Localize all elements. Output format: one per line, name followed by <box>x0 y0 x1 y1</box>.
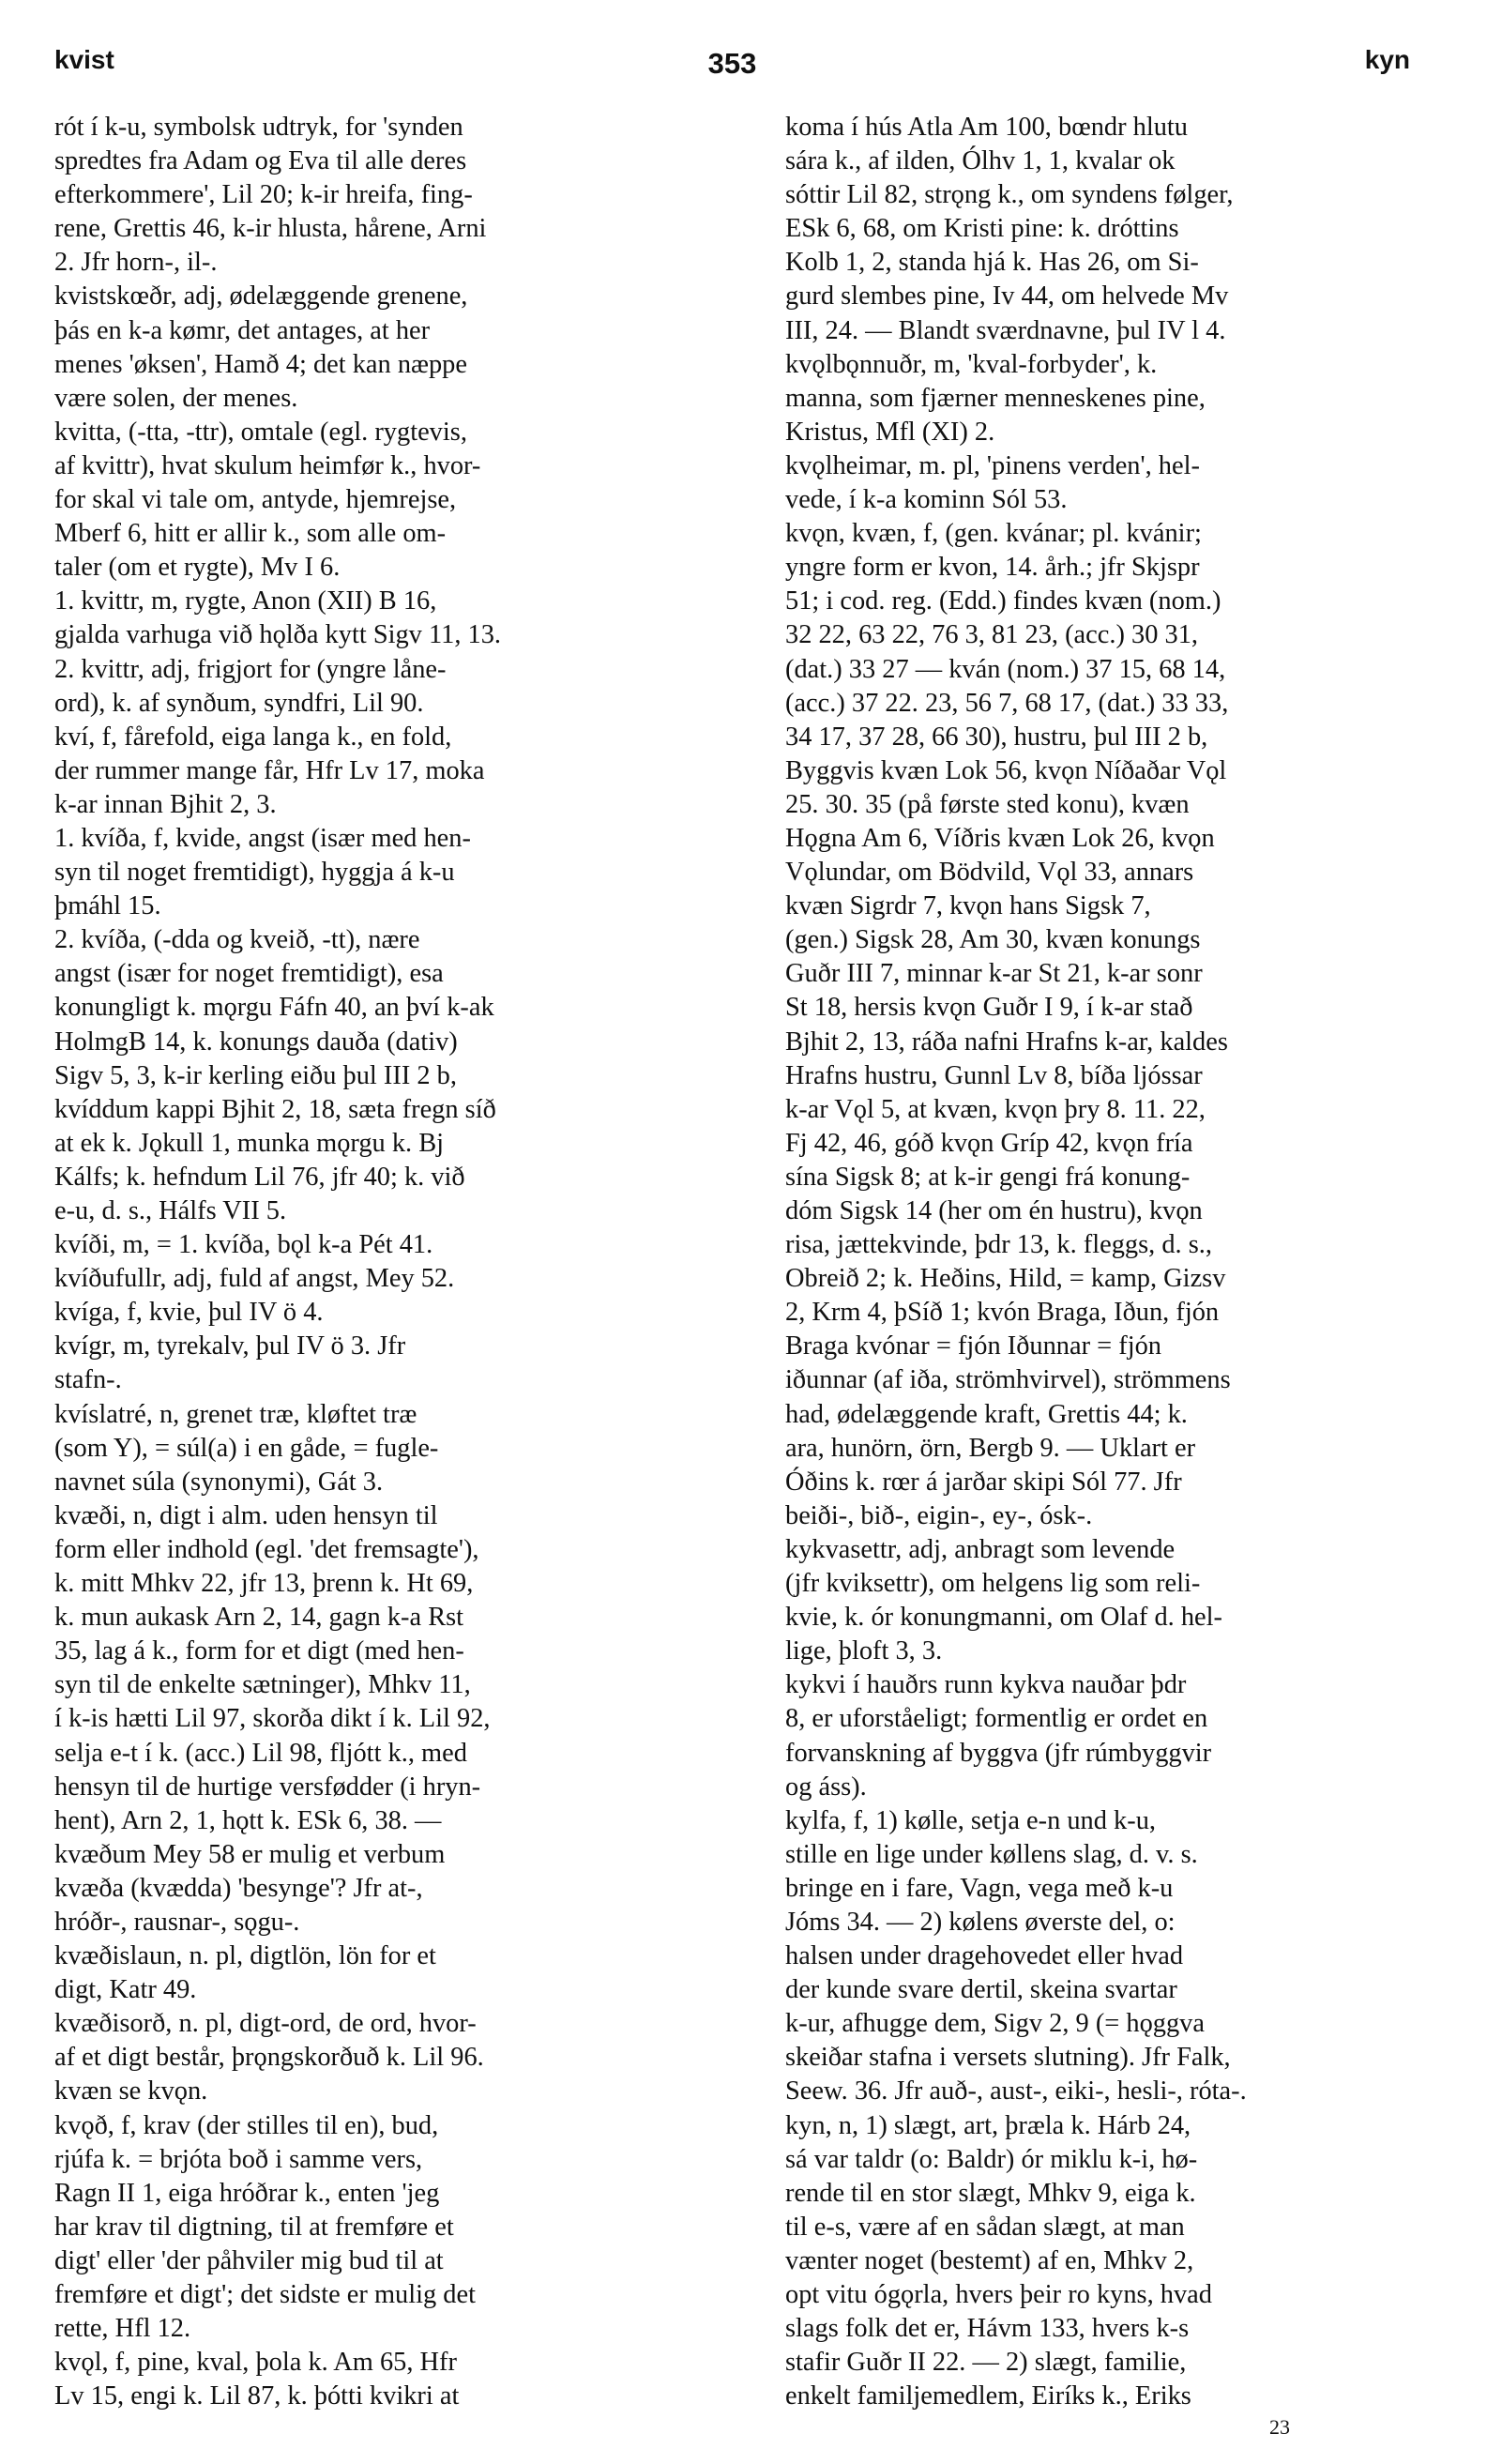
text-line: opt vitu ógǫrla, hvers þeir ro kyns, hvad <box>785 2280 1212 2309</box>
text-line: forvanskning af byggva (jfr rúmbyggvir <box>785 1738 1212 1768</box>
text-line: Guðr III 7, minnar k-ar St 21, k-ar sonr <box>785 959 1203 989</box>
text-line: taler (om et rygte), Mv I 6. <box>54 553 341 583</box>
text-line: kvíði, m, = 1. kvíða, bǫl k-a Pét 41. <box>54 1230 433 1260</box>
text-line: manna, som fjærner menneskenes pine, <box>785 383 1206 413</box>
text-line: kvæði, n, digt i alm. uden hensyn til <box>54 1500 438 1530</box>
text-line: digt' eller 'der påhviler mig bud til at <box>54 2245 444 2275</box>
text-line: Vǫlundar, om Bödvild, Vǫl 33, annars <box>785 858 1194 888</box>
text-line: syn til noget fremtidigt), hyggja á k-u <box>54 858 455 888</box>
text-line: rjúfa k. = brjóta boð i samme vers, <box>54 2144 423 2174</box>
text-line: Fj 42, 46, góð kvǫn Gríp 42, kvǫn fría <box>785 1128 1193 1158</box>
text-line: had, ødelæggende kraft, Grettis 44; k. <box>785 1399 1188 1429</box>
page-header <box>54 45 1410 83</box>
header-right-catchword: kyn <box>1364 45 1410 74</box>
text-line: til e-s, være af en sådan slægt, at man <box>785 2212 1185 2242</box>
text-line: digt, Katr 49. <box>54 1975 197 2005</box>
text-line: kví, f, fårefold, eiga langa k., en fold, <box>54 722 452 752</box>
text-line: 2. kvíða, (-dda og kveið, -tt), nære <box>54 925 420 955</box>
text-line: hent), Arn 2, 1, hǫtt k. ESk 6, 38. — <box>54 1805 442 1835</box>
left-column <box>54 111 711 2413</box>
text-line: der rummer mange får, Hfr Lv 17, moka <box>54 755 485 785</box>
text-line: 1. kvittr, m, rygte, Anon (XII) B 16, <box>54 586 437 616</box>
text-line: 51; i cod. reg. (Edd.) findes kvæn (nom.) <box>785 586 1221 616</box>
text-line: 2, Krm 4, þSíð 1; kvón Braga, Iðun, fjón <box>785 1298 1220 1328</box>
text-line: kykvi í hauðrs runn kykva nauðar þdr <box>785 1670 1187 1700</box>
page-number: 353 <box>707 47 757 80</box>
text-line: for skal vi tale om, antyde, hjemrejse, <box>54 485 457 515</box>
text-line: Hrafns hustru, Gunnl Lv 8, bíða ljóssar <box>785 1060 1203 1090</box>
text-line: Bjhit 2, 13, ráða nafni Hrafns k-ar, kaldes <box>785 1027 1228 1057</box>
text-line: af kvittr), hvat skulum heimfør k., hvor- <box>54 450 481 480</box>
text-line: Óðins k. rœr á jarðar skipi Sól 77. Jfr <box>785 1467 1182 1497</box>
signature-mark: 23 <box>1269 2415 1290 2439</box>
right-column <box>785 111 1444 2413</box>
text-line: k-ar Vǫl 5, at kvæn, kvǫn þry 8. 11. 22, <box>785 1094 1206 1124</box>
text-line: ord), k. af synðum, syndfri, Lil 90. <box>54 688 424 718</box>
text-line: vede, í k-a kominn Sól 53. <box>785 485 1068 515</box>
text-line: gjalda varhuga við hǫlða kytt Sigv 11, 13. <box>54 620 502 650</box>
text-line: beiði-, bið-, eigin-, ey-, ósk-. <box>785 1500 1093 1530</box>
text-line: III, 24. — Blandt sværdnavne, þul IV l 4. <box>785 315 1226 345</box>
text-line: Lv 15, engi k. Lil 87, k. þótti kvikri at <box>54 2381 460 2411</box>
text-line: af et digt består, þrǫngskorðuð k. Lil 96. <box>54 2043 484 2073</box>
text-line: menes 'øksen', Hamð 4; det kan næppe <box>54 349 467 379</box>
text-line: k. mun aukask Arn 2, 14, gagn k-a Rst <box>54 1603 464 1633</box>
text-line: kvitta, (-tta, -ttr), omtale (egl. rygtevis, <box>54 417 467 447</box>
text-line: k. mitt Mhkv 22, jfr 13, þrenn k. Ht 69, <box>54 1569 474 1599</box>
text-line: kvíddum kappi Bjhit 2, 18, sæta fregn síð <box>54 1094 496 1124</box>
text-line: k-ar innan Bjhit 2, 3. <box>54 789 277 819</box>
text-line: e-u, d. s., Hálfs VII 5. <box>54 1196 287 1225</box>
text-line: sína Sigsk 8; at k-ir gengi frá konung- <box>785 1162 1191 1192</box>
text-line: Braga kvónar = fjón Iðunnar = fjón <box>785 1331 1161 1361</box>
text-line: stafn-. <box>54 1365 122 1395</box>
text-line: angst (især for noget fremtidigt), esa <box>54 959 444 989</box>
text-line: Ragn II 1, eiga hróðrar k., enten 'jeg <box>54 2178 440 2208</box>
text-line: kvistskœðr, adj, ødelæggende grenene, <box>54 281 468 312</box>
text-line: fremføre et digt'; det sidste er mulig det <box>54 2280 476 2309</box>
text-line: dóm Sigsk 14 (her om én hustru), kvǫn <box>785 1196 1203 1225</box>
text-line: (jfr kviksettr), om helgens lig som reli- <box>785 1569 1201 1599</box>
text-line: og áss). <box>785 1772 867 1802</box>
text-line: kyn, n, 1) slægt, art, þræla k. Hárb 24, <box>785 2110 1191 2140</box>
text-line: 25. 30. 35 (på første sted konu), kvæn <box>785 789 1190 819</box>
text-line: sóttir Lil 82, strǫng k., om syndens følger, <box>785 180 1234 210</box>
text-line: (acc.) 37 22. 23, 56 7, 68 17, (dat.) 33 33, <box>785 688 1229 718</box>
text-line: 8, er uforståeligt; formentlig er ordet en <box>785 1704 1208 1734</box>
text-line: í k-is hætti Lil 97, skorða dikt í k. Lil 92, <box>54 1704 491 1734</box>
text-line: rót í k-u, symbolsk udtryk, for 'synden <box>54 113 463 142</box>
text-line: 32 22, 63 22, 76 3, 81 23, (acc.) 30 31, <box>785 620 1198 650</box>
text-line: St 18, hersis kvǫn Guðr I 9, í k-ar stað <box>785 993 1193 1023</box>
text-line: navnet súla (synonymi), Gát 3. <box>54 1467 384 1497</box>
text-line: kvíðufullr, adj, fuld af angst, Mey 52. <box>54 1264 455 1294</box>
text-line: kvíslatré, n, grenet træ, kløftet træ <box>54 1399 417 1429</box>
text-line: efterkommere', Lil 20; k-ir hreifa, fing- <box>54 180 473 210</box>
text-line: kvǫlheimar, m. pl, 'pinens verden', hel- <box>785 450 1200 480</box>
text-line: selja e-t í k. (acc.) Lil 98, fljótt k., med <box>54 1738 467 1768</box>
text-line: kvæðum Mey 58 er mulig et verbum <box>54 1839 446 1869</box>
text-line: slags folk det er, Hávm 133, hvers k-s <box>785 2314 1190 2344</box>
text-line: har krav til digtning, til at fremføre et <box>54 2212 454 2242</box>
text-line: Kristus, Mfl (XI) 2. <box>785 417 995 447</box>
text-line: Sigv 5, 3, k-ir kerling eiðu þul III 2 b, <box>54 1060 457 1090</box>
text-line: kylfa, f, 1) kølle, setja e-n und k-u, <box>785 1805 1156 1835</box>
text-line: kvǫl, f, pine, kval, þola k. Am 65, Hfr <box>54 2348 457 2378</box>
text-line: koma í hús Atla Am 100, bœndr hlutu <box>785 113 1189 142</box>
header-left-catchword: kvist <box>54 45 114 74</box>
text-line: enkelt familjemedlem, Eiríks k., Eriks <box>785 2381 1191 2411</box>
text-line: HolmgB 14, k. konungs dauða (dativ) <box>54 1027 458 1057</box>
text-line: der kunde svare dertil, skeina svartar <box>785 1975 1177 2005</box>
text-line: syn til de enkelte sætninger), Mhkv 11, <box>54 1670 471 1700</box>
text-line: 1. kvíða, f, kvide, angst (især med hen- <box>54 823 471 853</box>
text-line: Hǫgna Am 6, Víðris kvæn Lok 26, kvǫn <box>785 823 1215 853</box>
text-line: skeiðar stafna i versets slutning). Jfr Falk, <box>785 2043 1231 2073</box>
text-line: þás en k-a kømr, det antages, at her <box>54 315 431 345</box>
text-line: rende til en stor slægt, Mhkv 9, eiga k. <box>785 2178 1196 2208</box>
text-line: være solen, der menes. <box>54 383 298 413</box>
text-line: at ek k. Jǫkull 1, munka mǫrgu k. Bj <box>54 1128 445 1158</box>
text-line: 35, lag á k., form for et digt (med hen- <box>54 1636 464 1666</box>
text-line: Seew. 36. Jfr auð-, aust-, eiki-, hesli-, róta-. <box>785 2076 1247 2107</box>
text-line: kykvasettr, adj, anbragt som levende <box>785 1534 1176 1564</box>
text-line: kvie, k. ór konungmanni, om Olaf d. hel- <box>785 1603 1222 1633</box>
text-line: kvæn se kvǫn. <box>54 2076 208 2107</box>
text-line: sára k., af ilden, Ólhv 1, 1, kvalar ok <box>785 146 1176 176</box>
text-line: iðunnar (af iða, strömhvirvel), strömmens <box>785 1365 1231 1395</box>
text-line: hensyn til de hurtige versfødder (i hryn- <box>54 1772 481 1802</box>
text-line: risa, jættekvinde, þdr 13, k. fleggs, d. s., <box>785 1230 1212 1260</box>
text-line: 34 17, 37 28, 66 30), hustru, þul III 2 b, <box>785 722 1208 752</box>
text-line: spredtes fra Adam og Eva til alle deres <box>54 146 467 176</box>
text-line: yngre form er kvon, 14. årh.; jfr Skjspr <box>785 553 1200 583</box>
text-line: gurd slembes pine, Iv 44, om helvede Mv <box>785 281 1229 312</box>
text-line: kvǫð, f, krav (der stilles til en), bud, <box>54 2110 439 2140</box>
text-line: lige, þloft 3, 3. <box>785 1636 943 1666</box>
text-line: ara, hunörn, örn, Bergb 9. — Uklart er <box>785 1433 1196 1463</box>
text-line: Jóms 34. — 2) kølens øverste del, o: <box>785 1907 1176 1937</box>
text-line: k-ur, afhugge dem, Sigv 2, 9 (= hǫggva <box>785 2009 1205 2039</box>
text-line: sá var taldr (o: Baldr) ór miklu k-i, hø- <box>785 2144 1198 2174</box>
text-line: kvæðisorð, n. pl, digt-ord, de ord, hvor- <box>54 2009 477 2039</box>
text-line: 2. Jfr horn-, il-. <box>54 248 218 278</box>
text-line: ESk 6, 68, om Kristi pine: k. dróttins <box>785 214 1179 244</box>
text-line: Kolb 1, 2, standa hjá k. Has 26, om Si- <box>785 248 1199 278</box>
text-line: bringe en i fare, Vagn, vega með k-u <box>785 1873 1174 1903</box>
text-line: Obreið 2; k. Heðins, Hild, = kamp, Gizsv <box>785 1264 1226 1294</box>
text-line: kvǫlbǫnnuðr, m, 'kval-forbyder', k. <box>785 349 1158 379</box>
text-line: stafir Guðr II 22. — 2) slægt, familie, <box>785 2348 1187 2378</box>
text-line: rene, Grettis 46, k-ir hlusta, hårene, Arni <box>54 214 487 244</box>
text-line: Kálfs; k. hefndum Lil 76, jfr 40; k. við <box>54 1162 465 1192</box>
text-line: (gen.) Sigsk 28, Am 30, kvæn konungs <box>785 925 1201 955</box>
text-line: rette, Hfl 12. <box>54 2314 191 2344</box>
text-line: 2. kvittr, adj, frigjort for (yngre låne- <box>54 654 447 684</box>
text-line: form eller indhold (egl. 'det fremsagte'), <box>54 1534 479 1564</box>
text-line: kvæðislaun, n. pl, digtlön, lön for et <box>54 1941 436 1971</box>
text-line: Byggvis kvæn Lok 56, kvǫn Níðaðar Vǫl <box>785 755 1227 785</box>
text-line: kvíga, f, kvie, þul IV ö 4. <box>54 1298 324 1328</box>
text-line: hróðr-, rausnar-, sǫgu-. <box>54 1907 300 1937</box>
text-line: kvæða (kvædda) 'besynge'? Jfr at-, <box>54 1873 423 1903</box>
text-line: vænter noget (bestemt) af en, Mhkv 2, <box>785 2245 1194 2275</box>
text-line: þmáhl 15. <box>54 891 161 921</box>
text-line: kvæn Sigrdr 7, kvǫn hans Sigsk 7, <box>785 891 1151 921</box>
text-line: stille en lige under køllens slag, d. v. s. <box>785 1839 1198 1869</box>
text-line: konungligt k. mǫrgu Fáfn 40, an því k-ak <box>54 993 494 1023</box>
text-line: Mberf 6, hitt er allir k., som alle om- <box>54 519 447 549</box>
text-line: kvígr, m, tyrekalv, þul IV ö 3. Jfr <box>54 1331 406 1361</box>
text-line: (dat.) 33 27 — kván (nom.) 37 15, 68 14, <box>785 654 1226 684</box>
text-line: kvǫn, kvæn, f, (gen. kvánar; pl. kvánir; <box>785 519 1202 549</box>
text-line: halsen under dragehovedet eller hvad <box>785 1941 1184 1971</box>
text-line: (som Y), = súl(a) i en gåde, = fugle- <box>54 1433 439 1463</box>
